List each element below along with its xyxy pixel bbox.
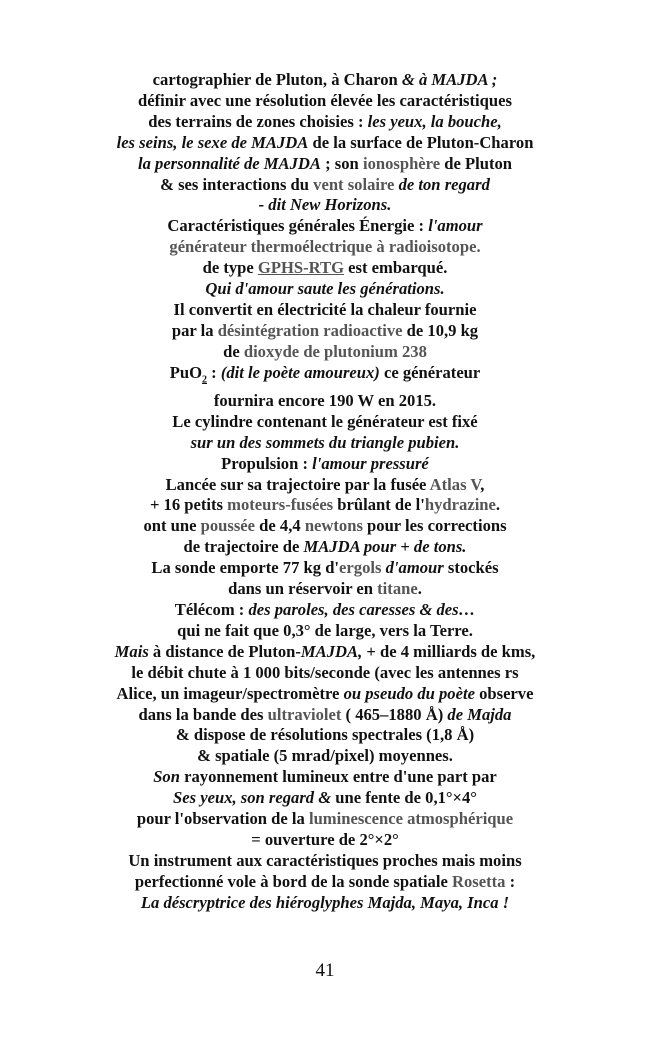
text-segment: (dit le poète amoureux) <box>220 362 380 382</box>
text-segment: = ouverture de 2°×2° <box>251 829 399 849</box>
text-line <box>0 746 650 767</box>
wiki-link[interactable]: Rosetta <box>451 871 506 891</box>
text-segment: de ton regard <box>398 174 490 194</box>
text-line <box>0 237 650 258</box>
text-segment: le débit chute à 1 000 bits/seconde (avec les antennes rs <box>131 662 519 682</box>
text-line <box>0 621 650 642</box>
text-segment: Qui d'amour saute les générations. <box>205 279 445 299</box>
text-segment: : <box>207 362 221 382</box>
text-segment: cartographier de Pluton, à Charon <box>152 70 402 89</box>
text-segment: de Majda <box>447 704 512 724</box>
wiki-link[interactable]: désintégration radioactive <box>217 320 403 340</box>
text-segment: de 10,9 kg <box>402 320 479 340</box>
text-segment: & à MAJDA ; <box>401 70 498 89</box>
text-segment: dans la bande des <box>138 704 268 724</box>
text-segment: à distance de Pluton- <box>148 641 301 661</box>
text-segment: Le cylindre contenant le générateur est fixé <box>172 411 478 431</box>
text-segment: . <box>495 495 501 515</box>
text-line <box>0 195 650 216</box>
text-line <box>0 475 650 496</box>
text-line <box>0 321 650 342</box>
text-segment: Un instrument aux caractéristiques proches mais moins <box>128 850 522 870</box>
text-line <box>0 216 650 237</box>
text-segment: : <box>505 871 516 891</box>
wiki-link[interactable]: newtons <box>304 516 363 536</box>
text-segment: des terrains de zones choisies : <box>148 111 368 131</box>
text-line <box>0 300 650 321</box>
text-segment: MAJDA pour + de tons. <box>303 537 467 557</box>
text-segment: + de 4 milliards de kms, <box>362 641 536 661</box>
text-segment: PuO <box>169 362 202 382</box>
text-segment: les seins, le sexe de MAJDA <box>116 132 309 152</box>
text-segment: Ses yeux, son regard & <box>173 788 332 808</box>
text-line <box>0 725 650 746</box>
text-segment: sur un des sommets du triangle pubien. <box>190 432 460 452</box>
text-segment: pour l'observation de la <box>136 809 309 829</box>
text-line <box>0 830 650 851</box>
text-line <box>0 175 650 196</box>
text-segment: de type <box>202 258 258 278</box>
text-segment: de <box>223 341 244 361</box>
text-line <box>0 91 650 112</box>
text-line <box>0 391 650 412</box>
text-line <box>0 705 650 726</box>
text-segment: observe <box>474 683 534 703</box>
wiki-link[interactable]: luminescence atmosphérique <box>308 809 514 829</box>
text-segment: pour les corrections <box>362 516 507 536</box>
text-segment: ont une <box>143 516 201 536</box>
text-segment: ou pseudo du poète <box>343 683 475 703</box>
text-segment: d'amour <box>385 558 444 578</box>
text-segment: des paroles, des caresses & des… <box>248 599 476 619</box>
text-segment: stockés <box>443 558 499 578</box>
text-segment: par la <box>171 320 218 340</box>
text-segment: perfectionné vole à bord de la sonde spatiale <box>134 871 452 891</box>
text-line <box>0 433 650 454</box>
text-line <box>0 872 650 893</box>
text-segment: . <box>417 579 422 599</box>
text-segment: Son <box>153 767 180 787</box>
text-segment: & dispose de résolutions spectrales (1,8 Å) <box>175 725 475 745</box>
text-segment: rayonnement lumineux entre d'une part par <box>179 767 497 787</box>
text-segment: une fente de 0,1°×4° <box>331 788 477 808</box>
text-line <box>0 558 650 579</box>
text-segment: Télécom : <box>174 599 249 619</box>
text-segment: + 16 petits <box>149 495 228 515</box>
text-segment: - dit New Horizons. <box>258 195 392 215</box>
text-line <box>0 454 650 475</box>
text-segment: ( 465–1880 Å) <box>341 704 448 724</box>
text-segment: de trajectoire de <box>183 537 304 557</box>
text-segment: & spatiale (5 mrad/pixel) moyennes. <box>197 746 453 766</box>
text-segment: ce générateur <box>379 362 481 382</box>
text-segment: fournira encore 190 W en 2015. <box>213 390 437 410</box>
poem-text <box>0 70 650 914</box>
text-line <box>0 342 650 363</box>
text-segment: Lancée sur sa trajectoire par la fusée <box>165 474 430 494</box>
text-line <box>0 684 650 705</box>
text-line <box>0 363 650 391</box>
text-line <box>0 767 650 788</box>
text-segment: MAJDA, <box>300 641 363 661</box>
wiki-link[interactable]: poussée <box>200 516 256 536</box>
text-segment: la personnalité de MAJDA <box>137 153 321 173</box>
page-number: 41 <box>315 960 335 981</box>
wiki-link[interactable]: titane <box>377 579 418 599</box>
wiki-link[interactable]: Atlas V <box>429 474 481 494</box>
text-segment: est embarqué. <box>344 258 448 278</box>
text-segment: définir avec une résolution élevée les caractéristiques <box>138 90 512 110</box>
text-line <box>0 133 650 154</box>
text-segment: qui ne fait que 0,3° de large, vers la Terre. <box>177 620 473 640</box>
wiki-link[interactable]: hydrazine <box>424 495 496 515</box>
text-line <box>0 642 650 663</box>
text-segment: 2 <box>202 374 207 385</box>
text-segment: Propulsion : <box>221 453 313 473</box>
text-segment: ; son <box>320 153 363 173</box>
text-line <box>0 788 650 809</box>
text-line <box>0 600 650 621</box>
text-segment: Alice, un imageur/spectromètre <box>116 683 344 703</box>
wiki-link[interactable]: ionosphère <box>362 153 441 173</box>
wiki-link[interactable]: ultraviolet <box>267 704 342 724</box>
text-line <box>0 893 650 914</box>
text-line <box>0 258 650 279</box>
wiki-link[interactable]: GPHS-RTG <box>257 258 344 278</box>
wiki-link[interactable]: ergols <box>339 558 382 578</box>
text-line <box>0 809 650 830</box>
text-segment: dans un réservoir en <box>228 579 378 599</box>
wiki-link[interactable]: vent solaire <box>313 174 395 194</box>
text-line <box>0 537 650 558</box>
text-line <box>0 279 650 300</box>
text-segment: l'amour <box>428 216 483 236</box>
text-segment: La déscryptrice des hiéroglyphes Majda, Maya, Inca ! <box>140 892 510 912</box>
text-segment: Caractéristiques générales Énergie : <box>167 216 429 236</box>
text-segment: les yeux, la bouche, <box>367 111 502 131</box>
text-segment: de la surface de Pluton-Charon <box>308 132 534 152</box>
wiki-link[interactable]: dioxyde de plutonium 238 <box>243 341 427 361</box>
text-segment: Mais <box>114 641 149 661</box>
text-segment: de 4,4 <box>255 516 305 536</box>
text-segment: & ses interactions du <box>160 174 314 194</box>
text-segment: l'amour pressuré <box>312 453 429 473</box>
text-line <box>0 516 650 537</box>
text-line <box>0 412 650 433</box>
text-line <box>0 495 650 516</box>
text-segment: La sonde emporte 77 kg d' <box>151 558 340 578</box>
wiki-link[interactable]: générateur thermoélectrique à radioisotope. <box>169 237 481 257</box>
text-line <box>0 154 650 175</box>
text-line <box>0 70 650 91</box>
text-segment: brûlant de l' <box>333 495 425 515</box>
text-line <box>0 579 650 600</box>
text-segment: Il convertit en électricité la chaleur fournie <box>173 299 477 319</box>
text-segment: , <box>480 474 485 494</box>
wiki-link[interactable]: moteurs-fusées <box>227 495 334 515</box>
text-line <box>0 663 650 684</box>
text-segment: de Pluton <box>440 153 513 173</box>
text-line <box>0 851 650 872</box>
text-line <box>0 112 650 133</box>
